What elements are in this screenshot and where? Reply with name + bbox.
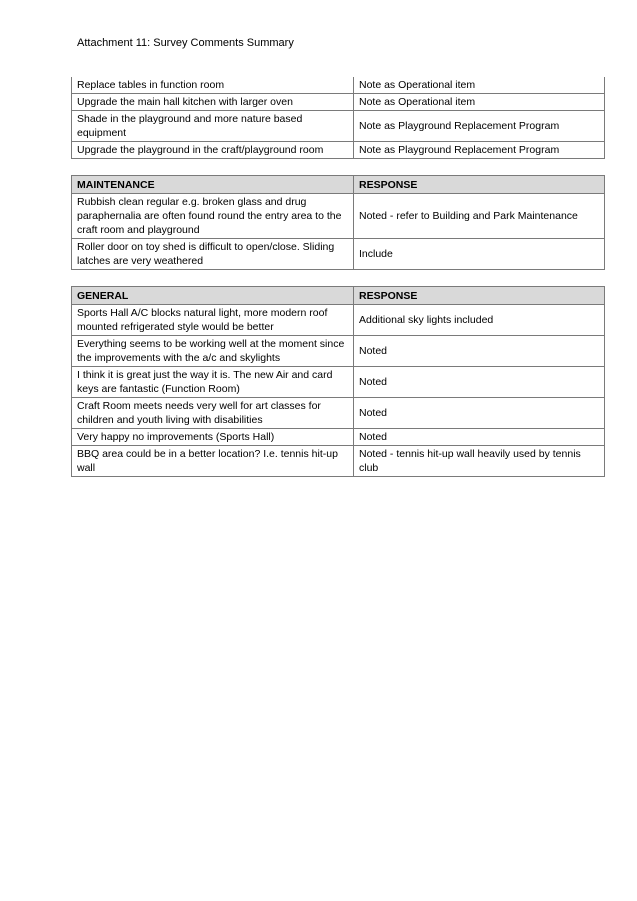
comment-cell: Everything seems to be working well at the moment since the improvements with the a/c and skylights [72,336,354,367]
response-cell: Noted - refer to Building and Park Maintenance [354,194,605,239]
response-cell: Note as Operational item [354,77,605,94]
table-row [72,429,605,446]
table-row [72,305,605,336]
comment-cell: Replace tables in function room [72,77,354,94]
table-row [72,77,605,94]
response-heading: RESPONSE [354,176,605,194]
general-heading: GENERAL [72,287,354,305]
table-row [72,239,605,270]
comment-cell: Upgrade the playground in the craft/playground room [72,142,354,159]
table-row [72,194,605,239]
table-row [72,398,605,429]
response-cell: Noted [354,398,605,429]
response-cell: Include [354,239,605,270]
table-row [72,446,605,477]
response-cell: Noted [354,429,605,446]
maintenance-heading: MAINTENANCE [72,176,354,194]
comment-cell: Very happy no improvements (Sports Hall) [72,429,354,446]
response-cell: Note as Playground Replacement Program [354,142,605,159]
response-cell: Note as Playground Replacement Program [354,111,605,142]
comment-cell: I think it is great just the way it is. The new Air and card keys are fantastic (Function Room) [72,367,354,398]
maintenance-table [71,175,605,270]
response-cell: Noted [354,336,605,367]
response-cell: Additional sky lights included [354,305,605,336]
comment-cell: Craft Room meets needs very well for art classes for children and youth living with disabilities [72,398,354,429]
table-header-row [72,287,605,305]
comment-cell: Roller door on toy shed is difficult to open/close. Sliding latches are very weathered [72,239,354,270]
table-row [72,336,605,367]
comment-cell: Shade in the playground and more nature based equipment [72,111,354,142]
response-cell: Note as Operational item [354,94,605,111]
table-row [72,142,605,159]
comment-cell: BBQ area could be in a better location? I.e. tennis hit-up wall [72,446,354,477]
table-row [72,94,605,111]
table-header-row [72,176,605,194]
page-title: Attachment 11: Survey Comments Summary [77,37,294,49]
table-row [72,367,605,398]
general-table [71,286,605,477]
response-cell: Noted [354,367,605,398]
response-heading: RESPONSE [354,287,605,305]
table-row [72,111,605,142]
comment-cell: Sports Hall A/C blocks natural light, more modern roof mounted refrigerated style would be better [72,305,354,336]
comment-cell: Upgrade the main hall kitchen with larger oven [72,94,354,111]
response-cell: Noted - tennis hit-up wall heavily used by tennis club [354,446,605,477]
comment-cell: Rubbish clean regular e.g. broken glass and drug paraphernalia are often found round the entry area to the craft room and playground [72,194,354,239]
comments-table-continued [71,77,605,159]
